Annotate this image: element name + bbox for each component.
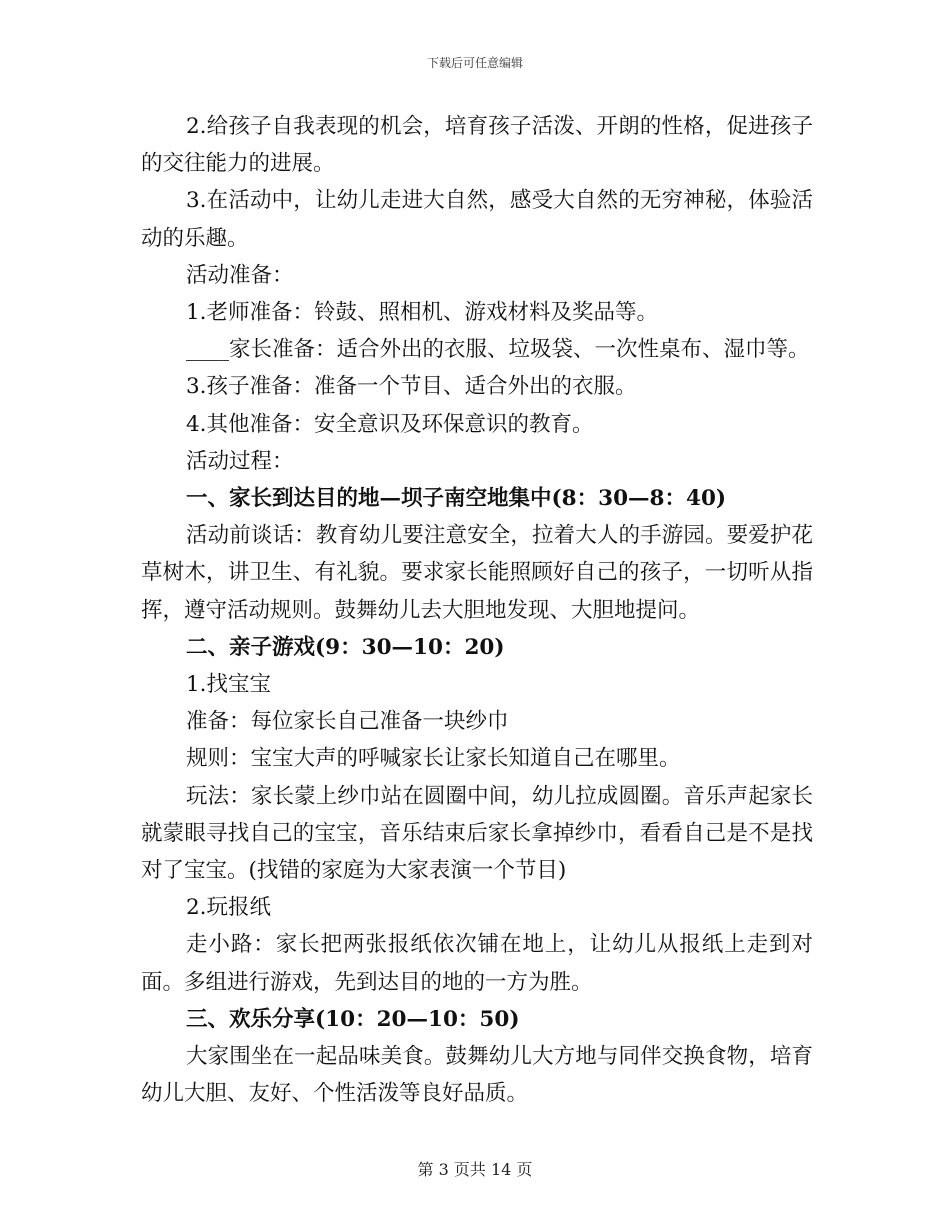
pre-activity-talk: 活动前谈话：教育幼儿要注意安全，拉着大人的手游园。要爱护花草树木，讲卫生、有礼貌。要求家长能照顾好自己的孩子，一切听从指挥，遵守活动规则。鼓舞幼儿去大胆地发现、大胆地提问。 bbox=[141, 523, 813, 623]
sharing-description: 大家围坐在一起品味美食。鼓舞幼儿大方地与同伴交换食物，培育幼儿大胆、友好、个性活泼等良好品质。 bbox=[141, 1044, 813, 1107]
teacher-preparation: 1.老师准备：铃鼓、照相机、游戏材料及奖品等。 bbox=[186, 300, 659, 326]
parent-preparation: ____家长准备：适合外出的衣服、垃圾袋、一次性桌布、湿巾等。 bbox=[186, 337, 810, 363]
child-preparation: 3.孩子准备：准备一个节目、适合外出的衣服。 bbox=[186, 374, 637, 400]
game-1-rules: 规则：宝宝大声的呼喊家长让家长知道自己在哪里。 bbox=[186, 746, 681, 772]
goal-2-paragraph: 2.给孩子自我表现的机会，培育孩子活泼、开朗的性格，促进孩子的交往能力的进展。 bbox=[141, 114, 813, 177]
game-1-method: 玩法：家长蒙上纱巾站在圆圈中间，幼儿拉成圆圈。音乐声起家长就蒙眼寻找自己的宝宝，音乐结束后家长拿掉纱巾，看看自己是不是找对了宝宝。(找错的家庭为大家表演一个节目) bbox=[141, 783, 813, 884]
game-1-preparation: 准备：每位家长自己准备一块纱巾 bbox=[186, 709, 509, 735]
page-header: 下载后可任意编辑 bbox=[426, 56, 523, 70]
section-3-heading: 三、欢乐分享(10：20—10：50) bbox=[186, 1006, 520, 1032]
section-1-heading: 一、家长到达目的地—坝子南空地集中(8：30—8：40) bbox=[186, 486, 727, 512]
goal-3-paragraph: 3.在活动中，让幼儿走进大自然，感受大自然的无穷神秘，体验活动的乐趣。 bbox=[141, 188, 813, 251]
document-body bbox=[141, 108, 813, 1112]
game-2-title: 2.玩报纸 bbox=[186, 895, 272, 921]
preparation-heading: 活动准备： bbox=[186, 262, 294, 288]
page-footer: 第 3 页共 14 页 bbox=[417, 1160, 533, 1179]
other-preparation: 4.其他准备：安全意识及环保意识的教育。 bbox=[186, 411, 594, 437]
game-1-title: 1.找宝宝 bbox=[186, 672, 272, 698]
section-2-heading: 二、亲子游戏(9：30—10：20) bbox=[186, 634, 505, 660]
game-2-description: 走小路：家长把两张报纸依次铺在地上，让幼儿从报纸上走到对面。多组进行游戏，先到达目的地的一方为胜。 bbox=[141, 932, 813, 995]
process-heading: 活动过程： bbox=[186, 448, 294, 474]
